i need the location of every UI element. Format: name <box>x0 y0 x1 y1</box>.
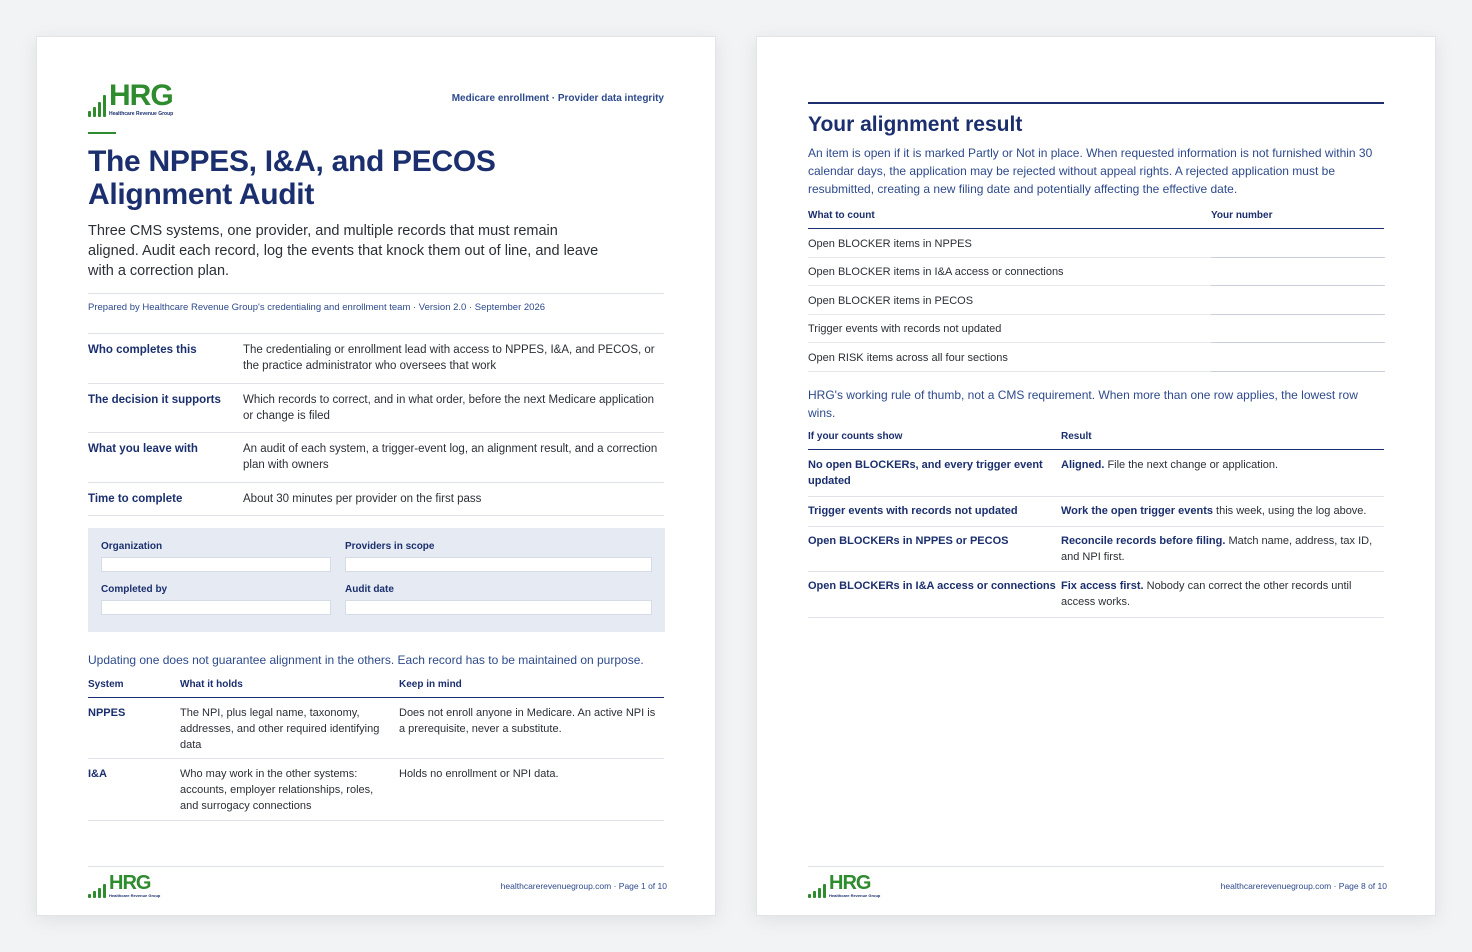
footer-text: healthcarerevenuegroup.com · Page 8 of 10 <box>1220 881 1387 891</box>
systems-note: Updating one does not guarantee alignment in the others. Each record has to be maintained on purpose. <box>88 653 644 667</box>
count-label: Open RISK items across all four sections <box>808 352 1008 364</box>
page-1 <box>36 36 716 916</box>
result-action-text: Match name, address, tax ID, and NPI first. <box>1061 535 1373 563</box>
audit-date-label: Audit date <box>345 584 394 595</box>
section-title: Your alignment result <box>808 113 1023 136</box>
result-action-text: this week, using the log above. <box>1213 505 1367 517</box>
providers-field <box>345 541 652 572</box>
top-rule <box>808 102 1384 104</box>
result-action-text: File the next change or application. <box>1104 459 1279 471</box>
meta-row <box>88 441 664 473</box>
footer-text: healthcarerevenuegroup.com · Page 1 of 10 <box>500 881 667 891</box>
result-action-bold: Aligned. <box>1061 459 1105 471</box>
divider <box>88 820 664 821</box>
audit-date-input[interactable] <box>345 600 652 615</box>
count-row <box>808 257 1385 286</box>
divider <box>88 515 664 516</box>
header-rule <box>808 449 1384 450</box>
count-label: Open BLOCKER items in PECOS <box>808 295 974 307</box>
header-rule <box>88 697 664 698</box>
result-action-bold: Work the open trigger events <box>1061 505 1213 517</box>
result-action-bold: Fix access first. <box>1061 580 1144 592</box>
hrg-logo <box>88 81 173 117</box>
bars-icon <box>88 884 106 898</box>
meta-key: Time to complete <box>88 493 183 505</box>
count-label: Open BLOCKER items in NPPES <box>808 238 972 250</box>
result-action-text: Nobody can correct the other records until access works. <box>1061 580 1352 608</box>
system-holds: Who may work in the other systems: accounts, employer relationships, roles, and surrogacy connections <box>180 768 374 812</box>
header-tag: Medicare enrollment · Provider data integrity <box>451 93 664 104</box>
footer-rule <box>88 866 664 867</box>
col-header-holds: What it holds <box>180 679 243 690</box>
audit-form <box>88 528 665 632</box>
result-action-bold: Reconcile records before filing. <box>1061 535 1226 547</box>
count-row <box>808 314 1385 343</box>
meta-value: The credentialing or enrollment lead with access to NPPES, I&A, and PECOS, or the practice administrator who oversees that work <box>243 344 655 372</box>
result-condition: Trigger events with records not updated <box>808 505 1018 517</box>
providers-input[interactable] <box>345 557 652 572</box>
divider <box>808 617 1384 618</box>
completed-by-field <box>101 584 331 615</box>
divider <box>808 496 1384 497</box>
divider <box>88 293 664 294</box>
count-label: Open BLOCKER items in I&A access or connections <box>808 266 1064 278</box>
meta-key: What you leave with <box>88 443 198 455</box>
system-keep: Holds no enrollment or NPI data. <box>399 768 559 780</box>
page-8 <box>756 36 1436 916</box>
count-label: Trigger events with records not updated <box>808 323 1002 335</box>
system-holds: The NPI, plus legal name, taxonomy, addresses, and other required identifying data <box>180 707 380 751</box>
result-condition: No open BLOCKERs, and every trigger event updated <box>808 459 1043 487</box>
col-header-result: Result <box>1061 431 1092 442</box>
providers-label: Providers in scope <box>345 541 435 552</box>
footer-logo <box>808 873 880 898</box>
divider <box>808 571 1384 572</box>
meta-row <box>88 491 664 507</box>
result-action <box>1061 503 1386 519</box>
system-name: I&A <box>88 768 107 780</box>
col-header-show: If your counts show <box>808 431 903 442</box>
logo-abbr: HRG <box>829 872 871 894</box>
count-row <box>808 229 1385 258</box>
meta-value: Which records to correct, and in what order, before the next Medicare application or change is filed <box>243 394 655 422</box>
count-row <box>808 343 1385 372</box>
result-action <box>1061 457 1386 473</box>
count-row <box>808 286 1385 315</box>
footer-logo <box>88 873 160 898</box>
row-rule <box>808 371 1211 372</box>
meta-key: Who completes this <box>88 344 197 356</box>
completed-by-label: Completed by <box>101 584 168 595</box>
logo-full: Healthcare Revenue Group <box>109 111 174 117</box>
logo-abbr: HRG <box>109 79 173 112</box>
prepared-by: Prepared by Healthcare Revenue Group's credentialing and enrollment team · Version 2.0 · September 2026 <box>88 302 546 313</box>
logo-abbr: HRG <box>109 872 151 894</box>
col-header-count: What to count <box>808 210 875 221</box>
result-action <box>1061 578 1386 610</box>
system-name: NPPES <box>88 707 126 719</box>
organization-field <box>101 541 331 572</box>
result-action <box>1061 533 1386 565</box>
organization-input[interactable] <box>101 557 331 572</box>
count-answer-field[interactable] <box>1211 371 1385 372</box>
col-header-keep: Keep in mind <box>399 679 462 690</box>
organization-label: Organization <box>101 541 163 552</box>
meta-value: About 30 minutes per provider on the first pass <box>243 493 482 505</box>
page-title: The NPPES, I&A, and PECOS Alignment Audit <box>88 145 496 211</box>
result-condition: Open BLOCKERs in NPPES or PECOS <box>808 535 1009 547</box>
lead-text: Three CMS systems, one provider, and multiple records that must remain aligned. Audit each record, log the events that knock them out of line, and leave with a correction plan. <box>88 223 599 279</box>
completed-by-input[interactable] <box>101 600 331 615</box>
section-lead: An item is open if it is marked Partly or Not in place. When requested information is not furnished within 30 calendar days, the application may be rejected without appeal rights. A rejected application must be resubmitted, creating a new filing date and potentially affecting the effective date. <box>808 146 1373 196</box>
divider <box>88 482 664 483</box>
meta-key: The decision it supports <box>88 394 221 406</box>
meta-row <box>88 342 664 374</box>
logo-full: Healthcare Revenue Group <box>109 893 161 898</box>
col-header-system: System <box>88 679 124 690</box>
bars-icon <box>88 95 106 117</box>
col-header-number: Your number <box>1211 210 1273 221</box>
divider <box>88 333 664 334</box>
meta-value: An audit of each system, a trigger-event log, an alignment result, and a correction plan with owners <box>243 443 658 471</box>
bars-icon <box>808 884 826 898</box>
divider <box>88 432 664 433</box>
audit-date-field <box>345 584 652 615</box>
rule-note: HRG's working rule of thumb, not a CMS requirement. When more than one row applies, the lowest row wins. <box>808 388 1358 420</box>
divider <box>808 526 1384 527</box>
system-keep: Does not enroll anyone in Medicare. An active NPI is a prerequisite, never a substitute. <box>399 707 656 735</box>
meta-row <box>88 392 664 424</box>
footer-rule <box>808 866 1384 867</box>
logo-full: Healthcare Revenue Group <box>829 893 881 898</box>
result-condition: Open BLOCKERs in I&A access or connections <box>808 580 1056 592</box>
divider <box>88 383 664 384</box>
divider <box>88 758 664 759</box>
accent-rule <box>88 132 116 134</box>
